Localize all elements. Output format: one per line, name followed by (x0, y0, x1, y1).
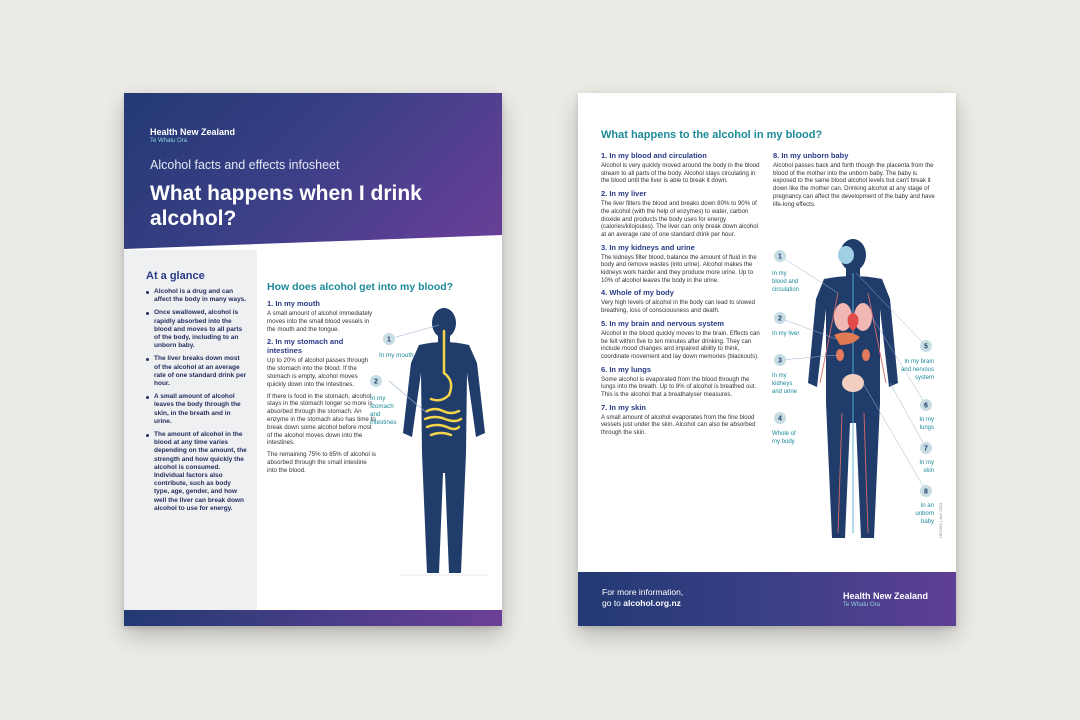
section-mouth-body: A small amount of alcohol immediately moves into the small blood vessels in the mouth and the tongue. (267, 310, 373, 333)
callout-number-8: 8 (924, 488, 928, 496)
footer-website-link[interactable]: alcohol.org.nz (623, 598, 681, 608)
callout-label-blood-2: blood and (772, 279, 799, 285)
hero-banner (124, 93, 502, 249)
effects-text-column (601, 147, 763, 440)
footer-banner (578, 572, 956, 626)
callout-label-kidneys-1: In my (772, 373, 787, 379)
effect-unborn-title: 8. In my unborn baby (773, 151, 849, 160)
glance-bullet: Once swallowed, alcohol is rapidly absorbed into the blood and moves to all parts of the body, including to an unborn baby. (146, 309, 247, 350)
infosheet-kicker: Alcohol facts and effects infosheet (150, 158, 340, 172)
callout-label-stomach-4: intestines (370, 419, 397, 426)
footer-bar (124, 610, 502, 626)
glance-bullet: The amount of alcohol in the blood at any time varies depending on the amount, the strength and how quickly the alcohol is consumed. Individual factors also contribute, such as body type, age, gender, and how well the liver can break down alcohol to use for energy. (146, 431, 247, 513)
womb-icon (842, 374, 864, 392)
callout-number-1: 1 (778, 253, 782, 261)
section-stomach-body-3: The remaining 75% to 85% of alcohol is absorbed through the small intestine into the blood. (267, 451, 377, 474)
effect-blood-body: Alcohol is very quickly moved around the body in the blood stream to all parts of the body. Alcohol stays circulating in the blood until the liver is able to break it down. (601, 162, 760, 185)
callout-number-1: 1 (387, 336, 391, 344)
effect-kidneys-body: The kidneys filter blood, balance the amount of fluid in the body and remove wastes (into urine). Alcohol makes the kidneys work harder and they produce more urine. Up to 10% of alcohol leaves the body in the urine. (601, 253, 757, 284)
callout-label-blood-1: In my (772, 271, 787, 277)
at-a-glance-panel (124, 250, 257, 610)
brand-logo-subname: Te Whatu Ora (843, 602, 881, 608)
effect-brain-body: Alcohol in the blood quickly moves to the brain. Effects can be felt within five to ten minutes after drinking. They can include mood changes and impaired ability to think, coordinate movement and lay down memories (blackouts). (601, 329, 760, 360)
brand-logo: Health New Zealand (150, 127, 236, 137)
callout-label-stomach-2: stomach (370, 403, 394, 410)
effect-brain-title: 5. In my brain and nervous system (601, 318, 724, 328)
effect-skin-body: A small amount of alcohol evaporates from the fine blood vessels just under the skin. Alcohol can also be absorbed through the skin. (601, 413, 756, 437)
footer-line-2-prefix: go to (602, 598, 624, 608)
callout-label-baby-3: baby (920, 519, 934, 525)
infosheet-title: What happens when I drink alcohol? (150, 182, 422, 230)
effect-blood-title: 1. In my blood and circulation (601, 151, 707, 160)
digestive-body-figure (369, 303, 499, 588)
callout-label-brain-2: and nervous (900, 367, 934, 373)
section-mouth-title: 1. In my mouth (267, 299, 320, 308)
effect-kidneys-title: 3. In my kidneys and urine (601, 242, 695, 252)
callout-number-3: 3 (778, 357, 782, 365)
callout-label-mouth: In my mouth (379, 352, 414, 359)
callout-label-baby-2: unborn (915, 511, 934, 517)
effect-unborn-body: Alcohol passes back and forth though the placenta from the blood of the mother into the unborn baby. The baby is exposed to the same blood alcohol levels but can't break it down like the mother can. Drinking alcohol at any stage of pregnancy can affect the development of the baby and have life-long effects. (773, 162, 935, 208)
callout-label-kidneys-2: kidneys (772, 381, 793, 387)
at-a-glance-list (146, 288, 247, 513)
footer-info (602, 587, 683, 609)
callout-label-whole-2: my body (772, 439, 795, 445)
callout-label-kidneys-3: and urine (772, 389, 798, 395)
callout-label-skin-2: skin (923, 468, 934, 474)
infosheet-page-front (124, 93, 502, 626)
callout-label-brain-3: system (914, 375, 934, 381)
organs-body-figure (768, 233, 938, 553)
effect-liver-title: 2. In my liver (601, 189, 647, 199)
blood-section-title: What happens to the alcohol in my blood? (601, 129, 823, 141)
callout-label-lungs-2: lungs (919, 425, 934, 431)
footer-line-1: For more information, (602, 587, 684, 597)
callout-number-7: 7 (924, 445, 928, 453)
callout-label-brain-1: In my brain (904, 359, 934, 365)
effect-lungs-title: 6. In my lungs (601, 364, 652, 374)
brain-icon (838, 246, 854, 264)
section-stomach-title: 2. In my stomach and intestines (267, 337, 344, 356)
callout-label-liver: In my liver (772, 331, 800, 337)
callout-label-blood-3: circulation (772, 287, 800, 293)
effect-liver-body: The liver filters the blood and breaks down 80% to 90% of the alcohol (with the help of enzymes) to water, carbon dioxide and products the body uses for energy (calories/kilojoules). The liver can only break down alcohol at an average rate of one standard drink per hour. (601, 200, 759, 238)
effect-whole-body-title: 4. Whole of my body (601, 288, 674, 298)
callout-number-5: 5 (924, 343, 928, 351)
unborn-baby-column (773, 147, 941, 211)
callout-number-2: 2 (374, 378, 378, 386)
how-heading: How does alcohol get into my blood? (267, 281, 454, 293)
brand-logo: Health New Zealand (843, 591, 929, 601)
callout-number-2: 2 (778, 315, 782, 323)
section-stomach-body-2: If there is food in the stomach, alcohol stays in the stomach longer so more is absorbed through the stomach. An enzyme in the stomach also has time to break down some alcohol before most of the alcohol moves down into the intestines. (267, 392, 376, 447)
glance-bullet: The liver breaks down most of the alcohol at an average rate of one standard drink per hour. (146, 355, 247, 388)
callout-label-stomach-3: and (370, 411, 381, 418)
glance-bullet: A small amount of alcohol leaves the body through the skin, in the breath and in urine. (146, 393, 247, 426)
infosheet-page-back (578, 93, 956, 626)
callout-number-6: 6 (924, 402, 928, 410)
effect-whole-body-body: Very high levels of alcohol in the body can lead to slowed breathing, loss of consciousness and death. (601, 299, 756, 315)
callout-label-skin-1: In my (919, 460, 934, 466)
effect-lungs-body: Some alcohol is evaporated from the blood through the lungs into the breath. Up to 8% of alcohol is breathed out. This is the alcohol that a breathalyser measures. (601, 375, 757, 399)
at-a-glance-heading: At a glance (146, 270, 205, 282)
callout-label-lungs-1: In my (919, 417, 934, 423)
brand-logo-subname: Te Whatu Ora (150, 138, 188, 144)
callout-label-baby-1: In an (920, 503, 934, 509)
document-code: HE1053 | JAN 2023 (938, 502, 943, 538)
callout-label-whole-1: Whole of (772, 431, 796, 437)
section-stomach-body-1: Up to 20% of alcohol passes through the stomach into the blood. If the stomach is empty, alcohol moves quickly down into the intestines. (267, 357, 369, 388)
how-text-column (267, 299, 377, 475)
callout-number-4: 4 (778, 415, 782, 423)
callout-label-stomach-1: In my (370, 395, 386, 402)
glance-bullet: Alcohol is a drug and can affect the body in many ways. (146, 288, 247, 304)
effect-skin-title: 7. In my skin (601, 402, 647, 412)
